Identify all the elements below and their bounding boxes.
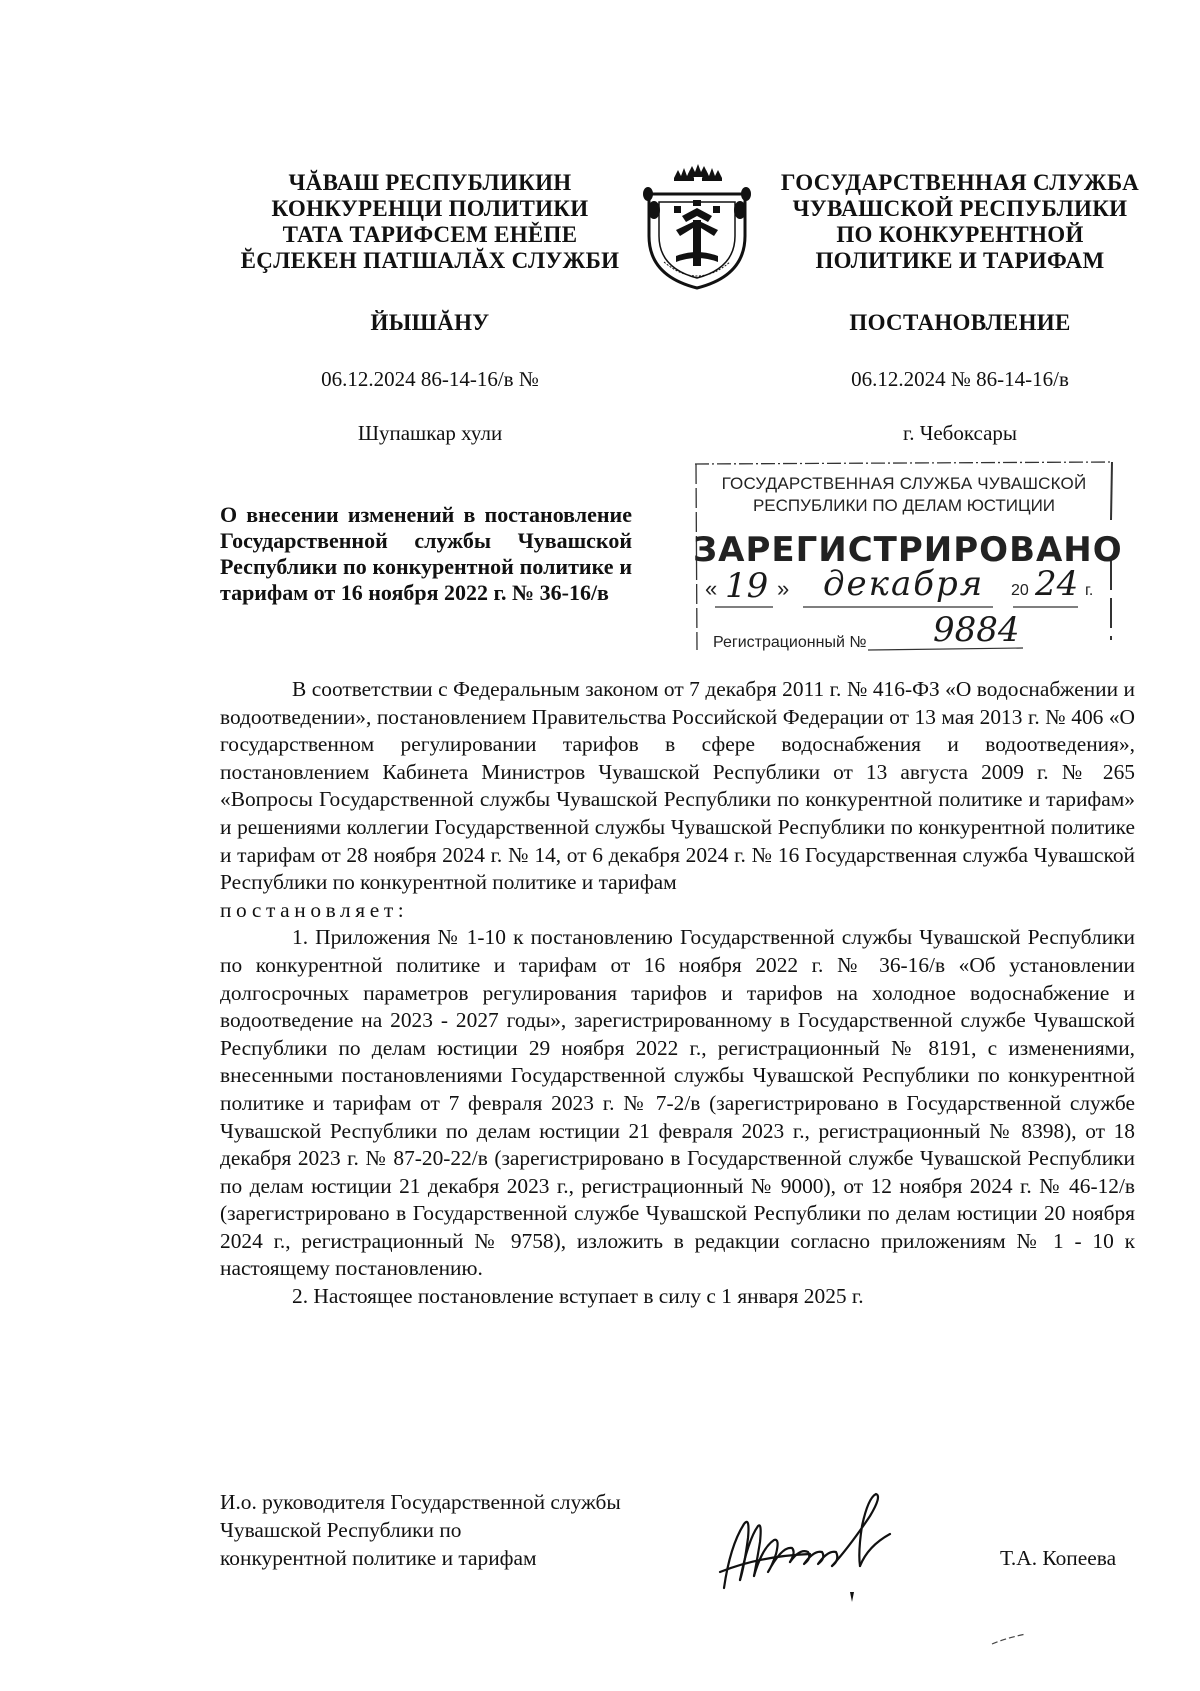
document-subject: О внесении изменений в постановление Государственной службы Чувашской Республики по конкурентной политике и тарифам от 16 ноября 2022 г. № 36-16/в [220, 502, 632, 605]
header-right-line: ПО КОНКУРЕНТНОЙ [836, 222, 1084, 247]
header-left-line: ТАТА ТАРИФСЕМ ЕНĚПЕ [282, 222, 578, 247]
stamp-year-suffix: 24 [1035, 564, 1079, 604]
doc-type-chuvash: ЙЫШĂНУ [370, 310, 490, 335]
signatory-position-line: Чувашской Республики по [220, 1518, 462, 1542]
header-right-line: ГОСУДАРСТВЕННАЯ СЛУЖБА [780, 170, 1140, 195]
signatory-position [220, 1488, 621, 1572]
stamp-day: 19 [725, 566, 769, 606]
stamp-quote-close: » [777, 576, 790, 601]
stamp-reg-number: 9884 [933, 610, 1020, 650]
stamp-authority-line1: ГОСУДАРСТВЕННАЯ СЛУЖБА ЧУВАШСКОЙ [721, 474, 1087, 493]
item-2-paragraph: 2. Настоящее постановление вступает в силу с 1 января 2025 г. [292, 1284, 864, 1309]
stamp-month: декабря [823, 564, 985, 604]
document-body [220, 676, 1135, 1311]
signatory-position-line: конкурентной политике и тарифам [220, 1546, 537, 1570]
stamp-authority-line2: РЕСПУБЛИКИ ПО ДЕЛАМ ЮСТИЦИИ [752, 496, 1056, 515]
stamp-year-prefix: 20 [1011, 582, 1029, 599]
stamp-quote-open: « [705, 576, 718, 601]
stamp-reg-label: Регистрационный № [713, 634, 867, 651]
doc-number-russian: 06.12.2024 № 86-14-16/в [851, 367, 1069, 391]
header-right-authority [750, 170, 1170, 274]
signatory-name: Т.А. Копеева [1000, 1546, 1117, 1570]
preamble-paragraph: В соответствии с Федеральным законом от 7 декабря 2011 г. № 416-ФЗ «О водоснабжении и водоотведении», постановлением Правительства Российской Федерации от 13 мая 2013 г. № 406 «О государственном регулировании тарифов в сфере водоснабжения и водоотведения», постановлением Кабинета Министров Чувашской Республики от 13 августа 2009 г. № 265 «Вопросы Государственной службы Чувашской Республики по конкурентной политике и тарифам» и решениями коллегии Государственной службы Чувашской Республики по конкурентной политике и тарифам от 28 ноября 2024 г. № 14, от 6 декабря 2024 г. № 16 Государственная служба Чувашской Республики по конкурентной политике и тарифам [220, 677, 1135, 895]
scan-mark [990, 1632, 1030, 1646]
signatory-position-line: И.о. руководителя Государственной службы [220, 1490, 621, 1514]
city-russian: г. Чебоксары [902, 421, 1018, 445]
doc-type-russian: ПОСТАНОВЛЕНИЕ [849, 310, 1071, 335]
stamp-year-unit: г. [1085, 582, 1094, 599]
item-1-paragraph: 1. Приложения № 1-10 к постановлению Государственной службы Чувашской Республики по конкурентной политике и тарифам от 16 ноября 2022 г. № 36-16/в «Об установлении долгосрочных параметров регулирования тарифов и тарифов на холодное водоснабжение и водоотведение на 2023 - 2027 годы», зарегистрированному в Государственной службе Чувашской Республики по делам юстиции 29 ноября 2022 г., регистрационный № 8191, с изменениями, внесенными постановлениями Государственной службы Чувашской Республики по конкурентной политике и тарифам от 7 февраля 2023 г. № 7-2/в (зарегистрировано в Государственной службе Чувашской Республики по делам юстиции 21 февраля 2023 г., регистрационный № 8398), от 18 декабря 2023 г. № 87-20-22/в (зарегистрировано в Государственной службе Чувашской Республики по делам юстиции 21 декабря 2023 г., регистрационный № 9000), от 12 ноября 2024 г. № 46-12/в (зарегистрировано в Государственной службе Чувашской Республики по делам юстиции 20 ноября 2024 г., регистрационный № 9758), изложить в редакции согласно приложениям № 1 - 10 к настоящему постановлению. [220, 925, 1135, 1281]
header-left-line: КОНКУРЕНЦИ ПОЛИТИКИ [271, 196, 589, 221]
header-left-authority [230, 170, 630, 274]
stamp-status: ЗАРЕГИСТРИРОВАНО [693, 530, 1123, 570]
registration-stamp [693, 460, 1123, 660]
doc-number-chuvash: 06.12.2024 86-14-16/в № [321, 367, 539, 391]
header-left-line: ĔÇЛЕКЕН ПАТШАЛĂХ СЛУЖБИ [240, 248, 620, 273]
coat-of-arms-icon [636, 164, 758, 292]
city-chuvash: Шупашкар хули [357, 421, 503, 445]
handwritten-signature [700, 1476, 920, 1616]
header-right-line: ЧУВАШСКОЙ РЕСПУБЛИКИ [792, 196, 1128, 221]
resolves-word: постановляет: [220, 897, 409, 922]
header-left-line: ЧĂВАШ РЕСПУБЛИКИН [288, 170, 572, 195]
header-right-line: ПОЛИТИКЕ И ТАРИФАМ [815, 248, 1105, 273]
